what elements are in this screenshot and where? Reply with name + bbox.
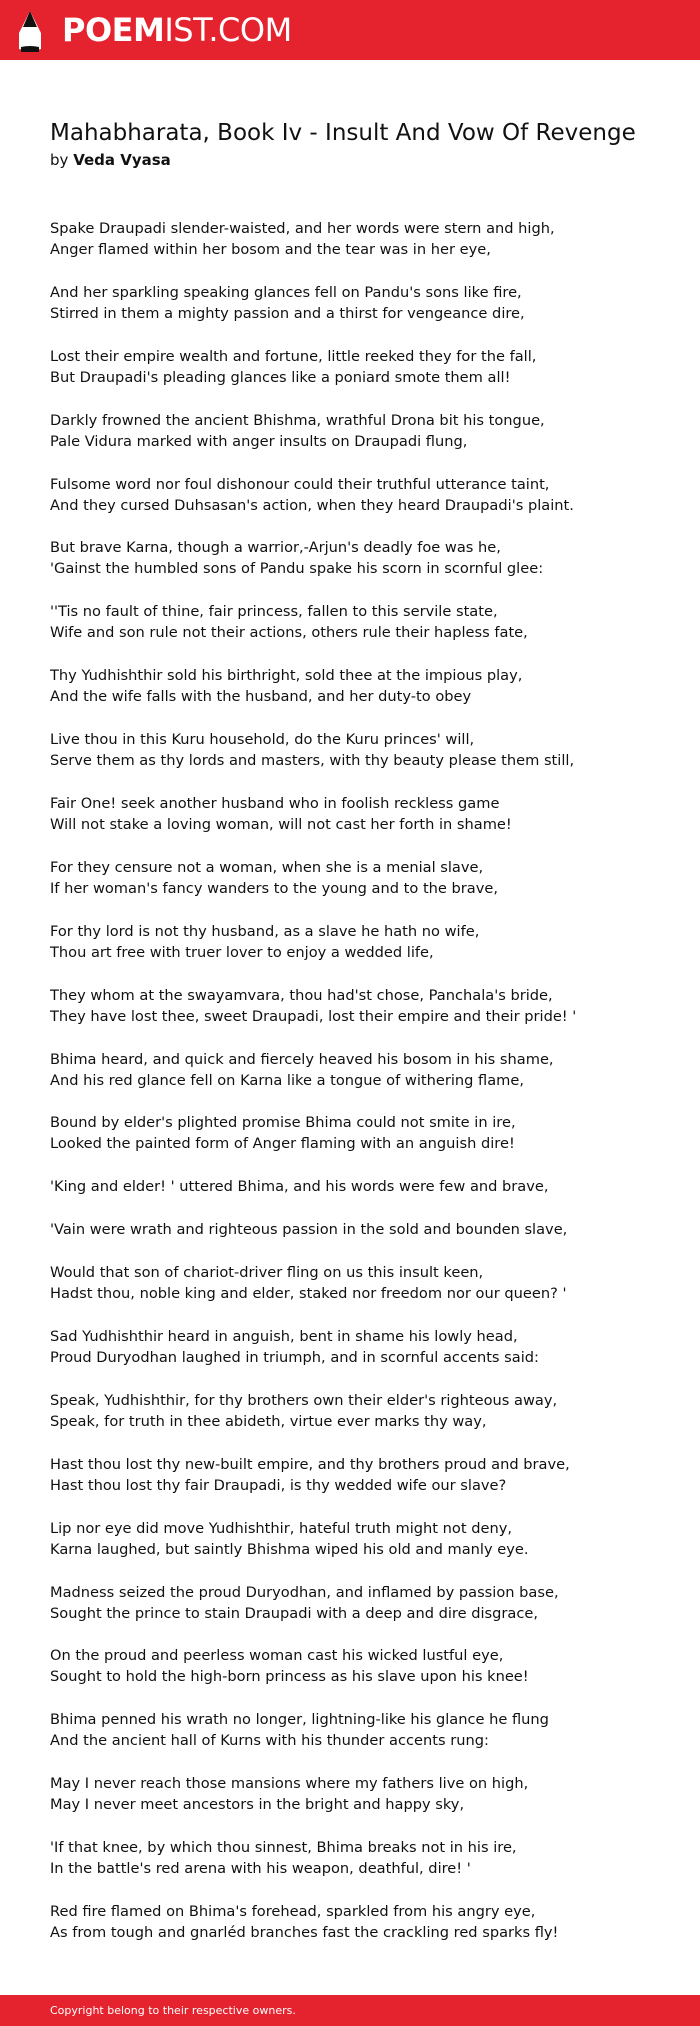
poem-line: ''Tis no fault of thine, fair princess, fallen to this servile state, <box>50 603 498 621</box>
poem-line: For thy lord is not thy husband, as a slave he hath no wife, <box>50 922 480 940</box>
stanza <box>50 1518 670 1560</box>
poem-line: Anger flamed within her bosom and the tear was in her eye, <box>50 241 491 258</box>
poem-line: In the battle's red arena with his weapon, deathful, dire! ' <box>50 1860 471 1878</box>
poem-line: On the proud and peerless woman cast his wicked lustful eye, <box>50 1647 504 1665</box>
stanza <box>50 1454 670 1496</box>
poem-line: If her woman's fancy wanders to the young and to the brave, <box>50 879 498 897</box>
site-footer <box>0 1995 700 2026</box>
stanza <box>50 1326 670 1368</box>
poem-line: But Draupadi's pleading glances like a poniard smote them all! <box>50 368 511 386</box>
poem-line: Will not stake a loving woman, will not cast her forth in shame! <box>50 816 512 834</box>
poem-line: Hast thou lost thy new-built empire, and thy brothers proud and brave, <box>50 1455 570 1473</box>
poem-line: Darkly frowned the ancient Bhishma, wrathful Drona bit his tongue, <box>50 411 545 429</box>
poem-line: Red fire flamed on Bhima's forehead, sparkled from his angry eye, <box>50 1903 536 1921</box>
stanza <box>50 1049 670 1091</box>
poem-line: Speak, Yudhishthir, for thy brothers own their elder's righteous away, <box>50 1391 558 1409</box>
stanza <box>50 665 670 707</box>
poem-line: Bhima heard, and quick and fiercely heaved his bosom in his shame, <box>50 1050 554 1068</box>
poem-line: Pale Vidura marked with anger insults on Draupadi flung, <box>50 432 468 450</box>
poem-line: 'Vain were wrath and righteous passion in the sold and bounden slave, <box>50 1221 568 1239</box>
stanza <box>50 1582 670 1624</box>
stanza <box>50 1773 670 1815</box>
stanza <box>50 1176 670 1197</box>
logo-bold-text: POEM <box>62 11 165 49</box>
poem-line: Fair One! seek another husband who in foolish reckless game <box>50 795 500 813</box>
stanza <box>50 1112 670 1154</box>
author-name[interactable]: Veda Vyasa <box>73 151 171 169</box>
poem-line: Spake Draupadi slender-waisted, and her words were stern and high, <box>50 220 555 237</box>
poem-line: Lip nor eye did move Yudhishthir, hateful truth might not deny, <box>50 1519 512 1537</box>
poem-line: Hadst thou, noble king and elder, staked nor freedom nor our queen? ' <box>50 1285 567 1303</box>
poem-line: May I never meet ancestors in the bright and happy sky, <box>50 1796 465 1814</box>
poem-line: They have lost thee, sweet Draupadi, lost their empire and their pride! ' <box>50 1007 577 1025</box>
poem-line: Thou art free with truer lover to enjoy a wedded life, <box>50 943 434 961</box>
poem-line: And his red glance fell on Karna like a tongue of withering flame, <box>50 1071 524 1089</box>
poem-line: Proud Duryodhan laughed in triumph, and in scornful accents said: <box>50 1349 539 1367</box>
poem-line: And the ancient hall of Kurns with his thunder accents rung: <box>50 1732 489 1750</box>
poem-line: Fulsome word nor foul dishonour could their truthful utterance taint, <box>50 475 550 493</box>
copyright-text: Copyright belong to their respective owners. <box>50 2004 296 2017</box>
poem-line: Bound by elder's plighted promise Bhima could not smite in ire, <box>50 1114 516 1132</box>
poem-line: 'Gainst the humbled sons of Pandu spake his scorn in scornful glee: <box>50 560 544 578</box>
poem-line: And her sparkling speaking glances fell on Pandu's sons like fire, <box>50 283 522 301</box>
poem-line: 'If that knee, by which thou sinnest, Bhima breaks not in his ire, <box>50 1839 517 1857</box>
stanza <box>50 410 670 452</box>
stanza <box>50 921 670 963</box>
poem-line: And the wife falls with the husband, and her duty-to obey <box>50 688 472 706</box>
stanza <box>50 282 670 324</box>
poem-line: Looked the painted form of Anger flaming with an anguish dire! <box>50 1135 515 1153</box>
site-header <box>0 0 700 60</box>
stanza <box>50 729 670 771</box>
stanza <box>50 985 670 1027</box>
poem-line: Wife and son rule not their actions, others rule their hapless fate, <box>50 624 528 642</box>
stanza <box>50 1901 670 1943</box>
poem-body <box>50 218 670 1965</box>
logo-light-text: IST.COM <box>164 11 292 49</box>
byline <box>50 150 171 170</box>
poem-line: For they censure not a woman, when she is a menial slave, <box>50 858 484 876</box>
poem-line: Madness seized the proud Duryodhan, and inflamed by passion base, <box>50 1583 559 1601</box>
poem-line: As from tough and gnarléd branches fast the crackling red sparks fly! <box>50 1924 559 1942</box>
poem-line: May I never reach those mansions where my fathers live on high, <box>50 1775 529 1793</box>
stanza <box>50 1645 670 1687</box>
poem-line: Bhima penned his wrath no longer, lightning-like his glance he flung <box>50 1711 549 1729</box>
stanza <box>50 793 670 835</box>
poem-line: They whom at the swayamvara, thou had'st chose, Panchala's bride, <box>50 986 553 1004</box>
poem-line: Sad Yudhishthir heard in anguish, bent in shame his lowly head, <box>50 1328 518 1346</box>
poem-line: Speak, for truth in thee abideth, virtue ever marks thy way, <box>50 1412 487 1430</box>
poem-line: 'King and elder! ' uttered Bhima, and his words were few and brave, <box>50 1178 549 1196</box>
poem-line: Sought the prince to stain Draupadi with a deep and dire disgrace, <box>50 1604 538 1622</box>
stanza <box>50 1709 670 1751</box>
stanza <box>50 474 670 516</box>
stanza <box>50 218 670 260</box>
poem-line: Lost their empire wealth and fortune, little reeked they for the fall, <box>50 347 537 365</box>
poem-line: Hast thou lost thy fair Draupadi, is thy wedded wife our slave? <box>50 1476 507 1494</box>
stanza <box>50 1390 670 1432</box>
poem-line: Serve them as thy lords and masters, with thy beauty please them still, <box>50 752 575 770</box>
poem-line: Stirred in them a mighty passion and a thirst for vengeance dire, <box>50 304 525 322</box>
stanza <box>50 346 670 388</box>
stanza <box>50 537 670 579</box>
poem-line: Live thou in this Kuru household, do the Kuru princes' will, <box>50 731 475 749</box>
by-label: by <box>50 151 69 169</box>
stanza <box>50 601 670 643</box>
stanza <box>50 1262 670 1304</box>
poem-title: Mahabharata, Book Iv - Insult And Vow Of Revenge <box>50 120 636 146</box>
poem-line: Would that son of chariot-driver fling on us this insult keen, <box>50 1264 484 1282</box>
poem-line: But brave Karna, though a warrior,-Arjun's deadly foe was he, <box>50 539 501 557</box>
stanza <box>50 857 670 899</box>
poem-line: And they cursed Duhsasan's action, when they heard Draupadi's plaint. <box>50 496 574 514</box>
stanza <box>50 1219 670 1240</box>
poem-line: Karna laughed, but saintly Bhishma wiped his old and manly eye. <box>50 1540 529 1558</box>
pen-nib-icon[interactable] <box>18 11 42 52</box>
poem-line: Sought to hold the high-born princess as his slave upon his knee! <box>50 1668 529 1686</box>
stanza <box>50 1837 670 1879</box>
poem-line: Thy Yudhishthir sold his birthright, sold thee at the impious play, <box>50 667 523 685</box>
site-logo[interactable] <box>62 12 292 48</box>
